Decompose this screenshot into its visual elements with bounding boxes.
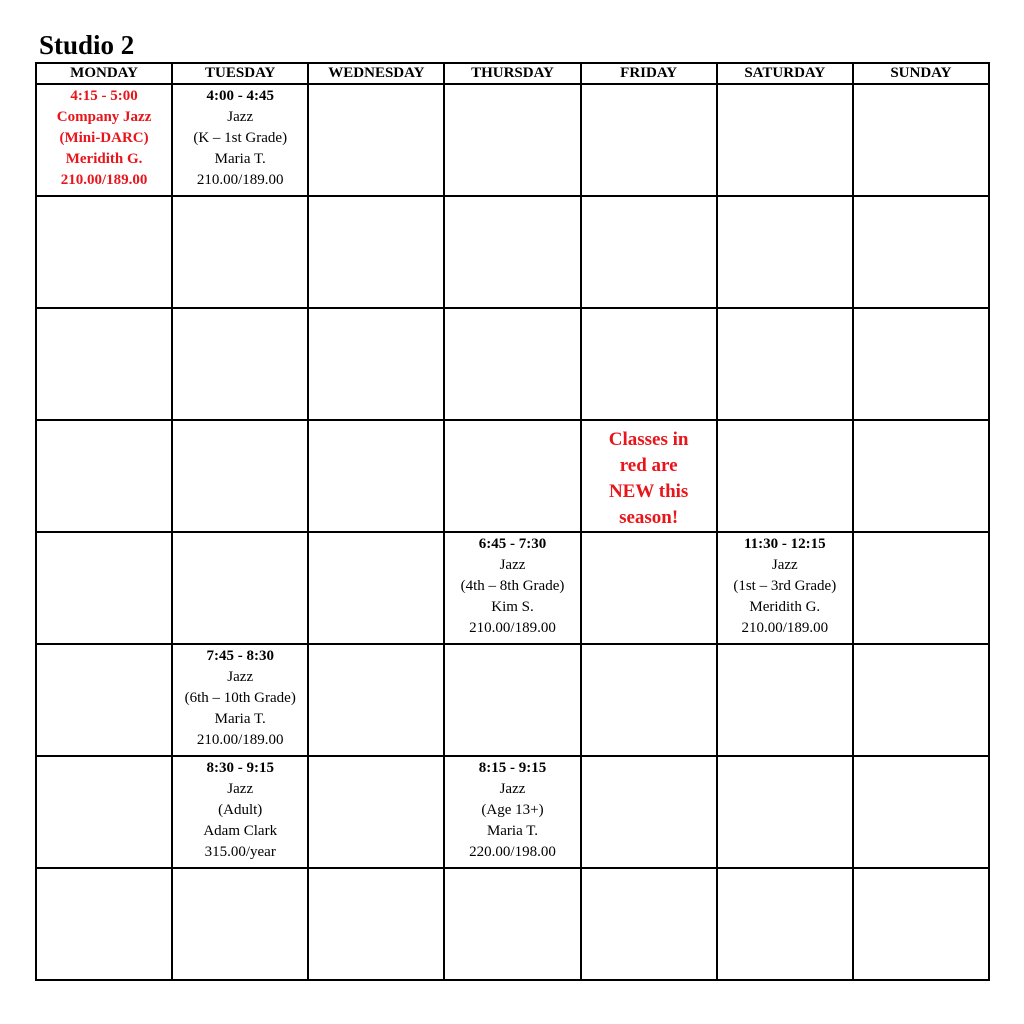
schedule-cell <box>444 308 580 420</box>
schedule-cell <box>853 868 989 980</box>
class-teacher: Adam Clark <box>203 823 278 839</box>
schedule-cell <box>308 196 444 308</box>
schedule-cell <box>853 644 989 756</box>
schedule-cell <box>36 532 172 644</box>
schedule-cell <box>581 532 717 644</box>
day-header-wednesday: WEDNESDAY <box>308 63 444 84</box>
class-group: (Age 13+) <box>481 802 544 818</box>
schedule-cell <box>36 420 172 532</box>
note-line: Classes in <box>608 429 689 450</box>
class-teacher: Maria T. <box>214 151 266 167</box>
schedule-cell <box>717 532 853 644</box>
schedule-cell <box>853 84 989 196</box>
class-style: Jazz <box>499 781 526 797</box>
schedule-cell <box>717 756 853 868</box>
schedule-cell <box>172 308 308 420</box>
schedule-cell <box>717 644 853 756</box>
note-line: NEW this <box>608 481 689 502</box>
class-time: 4:15 - 5:00 <box>70 88 138 104</box>
class-teacher: Kim S. <box>491 599 534 615</box>
schedule-table <box>35 62 990 981</box>
schedule-cell <box>581 196 717 308</box>
class-price: 210.00/189.00 <box>196 732 284 748</box>
schedule-cell <box>308 84 444 196</box>
schedule-row <box>36 868 989 980</box>
class-entry <box>173 85 307 191</box>
schedule-cell <box>172 84 308 196</box>
schedule-cell <box>36 868 172 980</box>
schedule-cell <box>444 84 580 196</box>
day-header-thursday: THURSDAY <box>444 63 580 84</box>
class-entry-new <box>37 85 171 191</box>
schedule-cell <box>172 868 308 980</box>
schedule-cell <box>172 196 308 308</box>
schedule-row <box>36 84 989 196</box>
schedule-cell <box>308 532 444 644</box>
schedule-cell <box>853 532 989 644</box>
schedule-cell <box>853 308 989 420</box>
class-teacher: Maria T. <box>214 711 266 727</box>
schedule-cell <box>581 84 717 196</box>
schedule-cell <box>444 644 580 756</box>
schedule-cell <box>444 196 580 308</box>
schedule-cell <box>308 756 444 868</box>
schedule-cell <box>36 756 172 868</box>
page-title: Studio 2 <box>39 30 135 60</box>
class-style: Jazz <box>499 557 526 573</box>
schedule-cell <box>172 420 308 532</box>
class-price: 210.00/189.00 <box>196 172 284 188</box>
schedule-cell <box>36 308 172 420</box>
schedule-cell <box>853 756 989 868</box>
schedule-row <box>36 196 989 308</box>
schedule-row <box>36 644 989 756</box>
class-style: Jazz <box>227 669 254 685</box>
class-group: (4th – 8th Grade) <box>460 578 565 594</box>
class-price: 210.00/189.00 <box>469 620 556 636</box>
schedule-row <box>36 308 989 420</box>
schedule-cell <box>717 308 853 420</box>
class-group: (6th – 10th Grade) <box>184 690 296 706</box>
class-time: 6:45 - 7:30 <box>478 536 547 552</box>
class-time: 8:30 - 9:15 <box>206 760 274 776</box>
class-time: 7:45 - 8:30 <box>206 648 274 664</box>
class-time: 8:15 - 9:15 <box>478 760 547 776</box>
schedule-cell <box>308 308 444 420</box>
schedule-cell <box>444 420 580 532</box>
header-row <box>36 63 989 84</box>
schedule-cell <box>581 644 717 756</box>
schedule-row <box>36 756 989 868</box>
schedule-cell <box>717 196 853 308</box>
class-group: (K – 1st Grade) <box>193 130 288 146</box>
note-line: season! <box>619 507 679 528</box>
class-entry <box>445 533 579 639</box>
class-price: 220.00/198.00 <box>469 844 556 860</box>
schedule-cell <box>853 420 989 532</box>
schedule-cell <box>853 196 989 308</box>
day-header-sunday: SUNDAY <box>853 63 989 84</box>
schedule-cell <box>581 308 717 420</box>
new-classes-note <box>582 421 716 531</box>
class-entry <box>445 757 579 863</box>
schedule-cell <box>308 644 444 756</box>
class-style: Jazz <box>227 781 254 797</box>
schedule-cell <box>308 420 444 532</box>
day-header-saturday: SATURDAY <box>717 63 853 84</box>
class-group: (1st – 3rd Grade) <box>733 578 837 594</box>
class-style: Jazz <box>227 109 254 125</box>
class-style: Jazz <box>771 557 798 573</box>
class-price: 315.00/year <box>204 844 276 860</box>
class-entry <box>173 757 307 863</box>
schedule-cell <box>581 868 717 980</box>
day-header-tuesday: TUESDAY <box>172 63 308 84</box>
class-teacher: Meridith G. <box>749 599 821 615</box>
class-group: (Adult) <box>218 802 263 818</box>
schedule-cell <box>36 644 172 756</box>
day-header-monday: MONDAY <box>36 63 172 84</box>
schedule-cell <box>36 196 172 308</box>
day-header-friday: FRIDAY <box>581 63 717 84</box>
schedule-row <box>36 532 989 644</box>
class-price: 210.00/189.00 <box>741 620 829 636</box>
class-teacher: Meridith G. <box>65 151 143 167</box>
class-entry <box>718 533 852 639</box>
class-group: (Mini-DARC) <box>59 130 149 146</box>
schedule-cell <box>717 84 853 196</box>
class-price: 210.00/189.00 <box>60 172 148 188</box>
schedule-cell <box>172 644 308 756</box>
note-line: red are <box>619 455 678 476</box>
schedule-cell <box>172 532 308 644</box>
schedule-cell <box>717 420 853 532</box>
schedule-cell <box>36 84 172 196</box>
class-style: Company Jazz <box>56 109 152 125</box>
schedule-row <box>36 420 989 532</box>
class-time: 4:00 - 4:45 <box>206 88 274 104</box>
schedule-cell <box>444 868 580 980</box>
class-entry <box>173 645 307 751</box>
schedule-cell <box>581 756 717 868</box>
schedule-cell <box>717 868 853 980</box>
schedule-cell <box>172 756 308 868</box>
class-time: 11:30 - 12:15 <box>743 536 826 552</box>
schedule-cell <box>308 868 444 980</box>
class-teacher: Maria T. <box>486 823 539 839</box>
schedule-cell <box>581 420 717 532</box>
schedule-cell <box>444 532 580 644</box>
schedule-cell <box>444 756 580 868</box>
